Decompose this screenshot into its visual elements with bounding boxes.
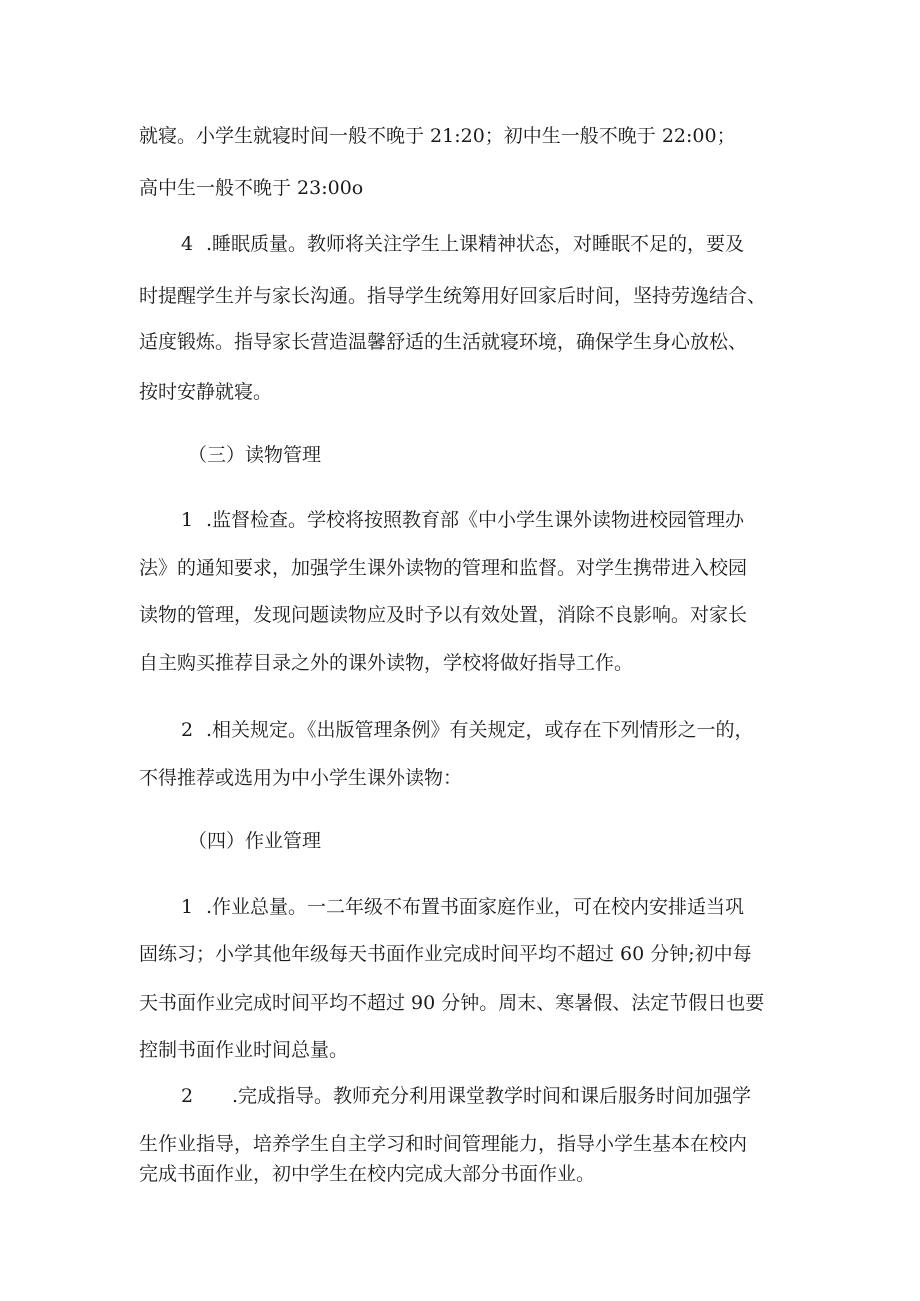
section-heading: （三）读物管理 xyxy=(188,444,322,466)
list-number: 1 xyxy=(181,896,194,918)
text-line: 法》的通知要求，加强学生课外读物的管理和监督。对学生携带进入校园 xyxy=(139,557,748,579)
list-number: 2 xyxy=(181,1085,194,1107)
text-line: 高中生一般不晚于 23:00o xyxy=(139,177,364,199)
list-number: 4 xyxy=(181,233,194,255)
text-line: 就寝。小学生就寝时间一般不晚于 21:20；初中生一般不晚于 22:00； xyxy=(139,125,736,147)
text-line: 按时安静就寝。 xyxy=(139,381,273,403)
text-line: 不得推荐或选用为中小学生课外读物： xyxy=(139,767,463,789)
text-line: 控制书面作业时间总量。 xyxy=(139,1039,349,1061)
text-line: 天书面作业完成时间平均不超过 90 分钟。周末、寒暑假、法定节假日也要 xyxy=(139,992,765,1014)
section-heading: （四）作业管理 xyxy=(188,830,322,852)
text-line: .睡眠质量。教师将关注学生上课精神状态，对睡眠不足的，要及 xyxy=(206,233,745,255)
text-line: .监督检查。学校将按照教育部《中小学生课外读物进校园管理办 xyxy=(206,509,745,531)
list-number: 2 xyxy=(181,719,194,741)
text-line: 生作业指导，培养学生自主学习和时间管理能力，指导小学生基本在校内 xyxy=(139,1133,748,1155)
text-line: .相关规定。《出版管理条例》有关规定，或存在下列情形之一的， xyxy=(206,719,754,741)
text-line: .完成指导。教师充分利用课堂教学时间和课后服务时间加强学 xyxy=(232,1085,752,1107)
text-line: 完成书面作业，初中学生在校内完成大部分书面作业。 xyxy=(139,1163,596,1185)
text-line: 适度锻炼。指导家长营造温馨舒适的生活就寝环境，确保学生身心放松、 xyxy=(139,331,748,353)
text-line: 读物的管理，发现问题读物应及时予以有效处置，消除不良影响。对家长 xyxy=(139,604,748,626)
text-line: 自主购买推荐目录之外的课外读物，学校将做好指导工作。 xyxy=(139,652,634,674)
list-number: 1 xyxy=(181,509,194,531)
text-line: 时提醒学生并与家长沟通。指导学生统筹用好回家后时间，坚持劳逸结合、 xyxy=(139,285,767,307)
text-line: .作业总量。一二年级不布置书面家庭作业，可在校内安排适当巩 xyxy=(206,896,745,918)
text-line: 固练习；小学其他年级每天书面作业完成时间平均不超过 60 分钟;初中每 xyxy=(139,943,752,965)
